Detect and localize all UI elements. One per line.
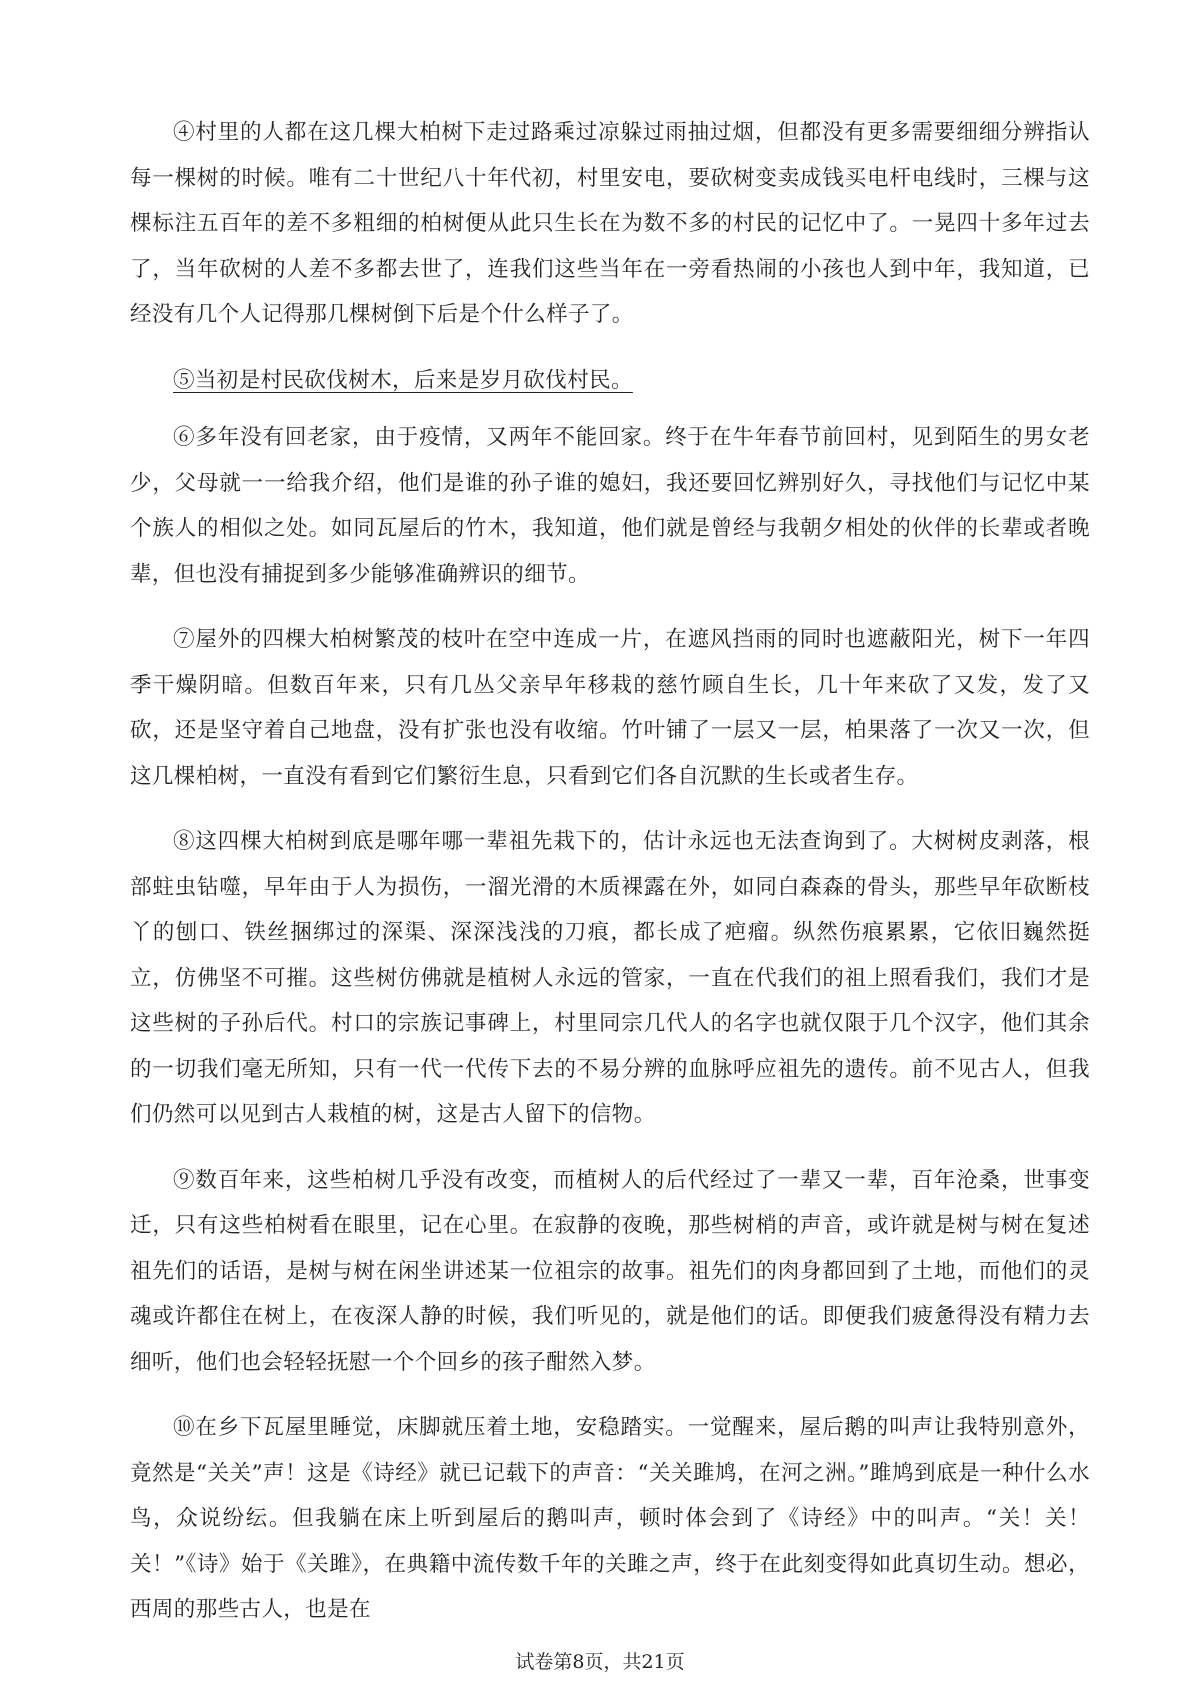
paragraph-7: ⑦屋外的四棵大柏树繁茂的枝叶在空中连成一片，在遮风挡雨的同时也遮蔽阳光，树下一年四季干燥阴暗。但数百年来，只有几丛父亲早年移栽的慈竹顾自生长，几十年来砍了又发，发了又砍，还是坚守着自己地盘，没有扩张也没有收缩。竹叶铺了一层又一层，柏果落了一次又一次，但这几棵柏树，一直没有看到它们繁衍生息，只看到它们各自沉默的生长或者生存。 (130, 627, 1090, 789)
paragraph-5 (130, 358, 1090, 404)
page-footer: 试卷第8页，共21页 (515, 1651, 685, 1673)
paragraph-9: ⑨数百年来，这些柏树几乎没有改变，而植树人的后代经过了一辈又一辈，百年沧桑，世事变迁，只有这些柏树看在眼里，记在心里。在寂静的夜晚，那些树梢的声音，或许就是树与树在复述祖先们的话语，是树与树在闲坐讲述某一位祖宗的故事。祖先们的肉身都回到了土地，而他们的灵魂或许都住在树上，在夜深人静的时候，我们听见的，就是他们的话。即便我们疲惫得没有精力去细听，他们也会轻轻抚慰一个个回乡的孩子酣然入梦。 (130, 1167, 1090, 1375)
paragraph-10: ⑩在乡下瓦屋里睡觉，床脚就压着土地，安稳踏实。一觉醒来，屋后鹅的叫声让我特别意外，竟然是“关关”声！这是《诗经》就已记载下的声音：“关关雎鸠，在河之洲。”雎鸠到底是一种什么水鸟，众说纷纭。但我躺在床上听到屋后的鹅叫声，顿时体会到了《诗经》中的叫声。“关！关！关！”《诗》始于《关雎》，在典籍中流传数千年的关雎之声，终于在此刻变得如此真切生动。想必，西周的那些古人，也是在 (130, 1415, 1090, 1622)
paragraph-6: ⑥多年没有回老家，由于疫情，又两年不能回家。终于在牛年春节前回村，见到陌生的男女老少，父母就一一给我介绍，他们是谁的孙子谁的媳妇，我还要回忆辨别好久，寻找他们与记忆中某个族人的相似之处。如同瓦屋后的竹木，我知道，他们就是曾经与我朝夕相处的伙伴的长辈或者晚辈，但也没有捕捉到多少能够准确辨识的细节。 (130, 425, 1090, 587)
paragraph-8: ⑧这四棵大柏树到底是哪年哪一辈祖先栽下的，估计永远也无法查询到了。大树树皮剥落，根部蛀虫钻噬，早年由于人为损伤，一溜光滑的木质裸露在外，如同白森森的骨头，那些早年砍断枝丫的刨口、铁丝捆绑过的深渠、深深浅浅的刀痕，都长成了疤瘤。纵然伤痕累累，它依旧巍然挺立，仿佛坚不可摧。这些树仿佛就是植树人永远的管家，一直在代我们的祖上照看我们，我们才是这些树的子孙后代。村口的宗族记事碑上，村里同宗几代人的名字也就仅限于几个汉字，他们其余的一切我们毫无所知，只有一代一代传下去的不易分辨的血脉呼应祖先的遗传。前不见古人，但我们仍然可以见到古人栽植的树，这是古人留下的信物。 (130, 829, 1090, 1127)
underlined-sentence: ⑤当初是村民砍伐树木，后来是岁月砍伐村民。 (173, 367, 633, 393)
paragraph-4: ④村里的人都在这几棵大柏树下走过路乘过凉躲过雨抽过烟，但都没有更多需要细细分辨指认每一棵树的时候。唯有二十世纪八十年代初，村里安电，要砍树变卖成钱买电杆电线时，三棵与这棵标注五百年的差不多粗细的柏树便从此只生长在为数不多的村民的记忆中了。一晃四十多年过去了，当年砍树的人差不多都去世了，连我们这些当年在一旁看热闹的小孩也人到中年，我知道，已经没有几个人记得那几棵树倒下后是个什么样子了。 (130, 120, 1090, 327)
